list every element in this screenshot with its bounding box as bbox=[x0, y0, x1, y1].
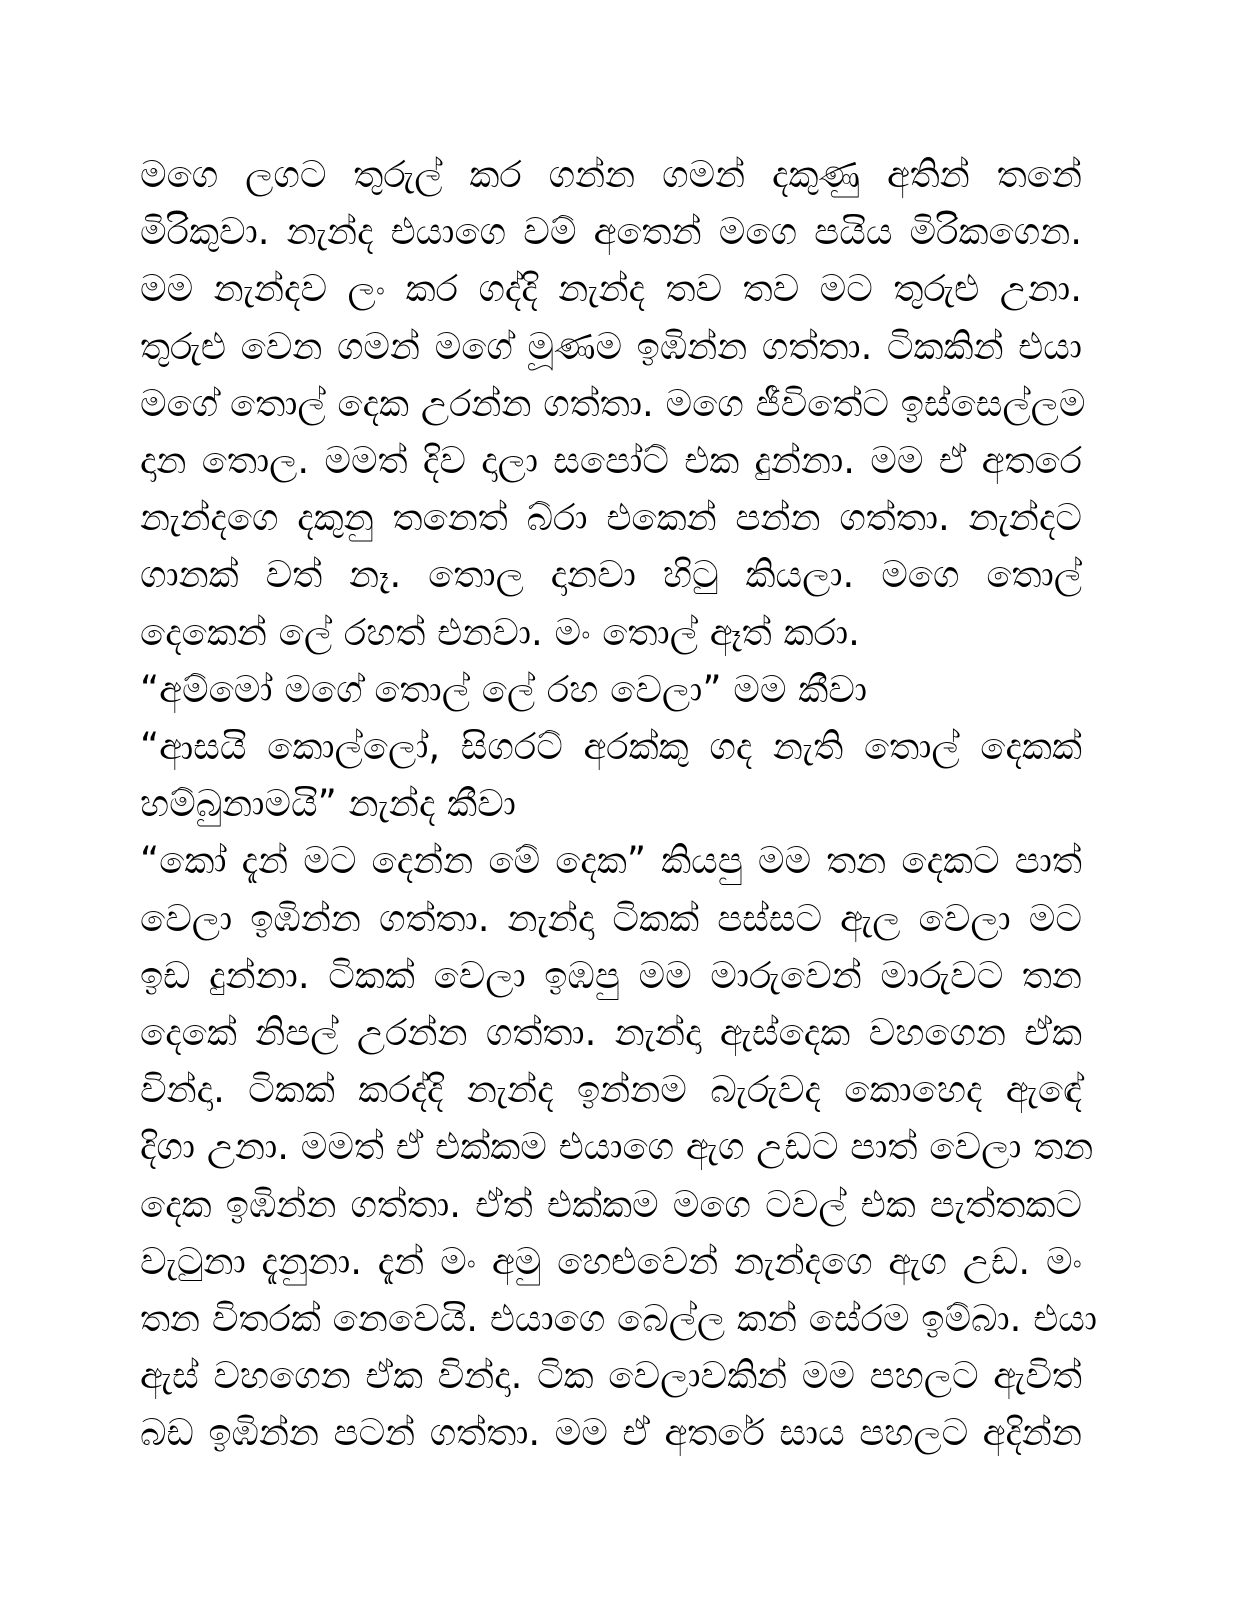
text-line: බඩ ඉඹින්න පටන් ගත්තා. මම ඒ අතරේ සාය පහලට අදින්න bbox=[140, 1411, 1082, 1455]
text-line: ගානක් වත් නෑ. තොල දානවා හිටු කියලා. මගෙ තොල් bbox=[140, 553, 1082, 597]
text-line: මිරිකුවා. නැන්ද එයාගෙ වම් අතෙන් මගෙ පයිය මිරිකගෙන. bbox=[140, 210, 1082, 254]
text-line: වින්දා. ටිකක් කරද්දි නැන්ද ඉන්නම බැරුවද කොහෙද ඇඳේ bbox=[140, 1068, 1082, 1112]
text-line: වැටුනා දැනුනා. දැන් මං අමු හෙළුවෙන් නැන්දගෙ ඇග උඩ. මං bbox=[140, 1239, 1082, 1283]
text-line: නැන්දගෙ දකුනු තනෙත් බ්රා එකෙන් පන්න ගත්තා. නැන්දට bbox=[140, 496, 1082, 540]
body-text bbox=[140, 146, 1098, 1462]
text-line: දිගා උනා. මමත් ඒ එක්කම එයාගෙ ඇග උඩට පාත් වෙලා තන bbox=[140, 1125, 1094, 1169]
text-line: තුරුළු වෙන ගමන් මගේ මූණම ඉඹින්න ගත්තා. ටිකකින් එයා bbox=[140, 324, 1082, 368]
paragraph-dialogue-2 bbox=[140, 718, 1082, 832]
paragraph-narration-1 bbox=[140, 146, 1086, 661]
paragraph-narration-2 bbox=[140, 832, 1098, 1461]
text-line: ඉඩ දුන්නා. ටිකක් වෙලා ඉඹපු මම මාරුවෙන් මාරුවට තන bbox=[140, 953, 1082, 997]
text-line: දාන තොල. මමත් දිව දාලා සපෝට් එක දුන්නා. මම ඒ අතරෙ bbox=[140, 439, 1082, 483]
text-line: “කෝ දැන් මට දෙන්න මේ දෙක” කියපු මම තන දෙකට පාත් bbox=[140, 839, 1083, 883]
text-line: දෙක ඉඹින්න ගත්තා. ඒත් එක්කම මගෙ ටවල් එක පැත්තකට bbox=[140, 1182, 1082, 1226]
text-line: මගෙ ලගට තුරුල් කර ගන්න ගමන් දකුණු අතින් තනේ bbox=[140, 153, 1082, 196]
text-line: මගේ තොල් දෙක උරන්න ගත්තා. මගෙ ජීවිතේට ඉස්සෙල්ලම bbox=[140, 381, 1086, 425]
text-line: “අම්මෝ මගේ තොල් ලේ රහ වෙලා” මම කීවා bbox=[140, 667, 868, 711]
text-line: දෙකේ නිපල් උරන්න ගත්තා. නැන්දා ඇස්දෙක වහගෙන ඒක bbox=[140, 1011, 1082, 1055]
text-line: මම නැන්දව ලං කර ගද්දි නැන්ද තව තව මට තුරුළු උනා. bbox=[140, 267, 1082, 311]
text-line: හම්බුනාමයි” නැන්ද කීවා bbox=[140, 782, 516, 826]
paragraph-dialogue-1 bbox=[140, 661, 1082, 718]
text-line: “ආසයි කොල්ලෝ, සිගරට් අරක්කු ගද නැති තොල් දෙකක් bbox=[140, 725, 1082, 769]
text-line: දෙකෙන් ලේ රහත් එනවා. මං තොල් ඈත් කරා. bbox=[140, 610, 860, 654]
text-line: වෙලා ඉඹින්න ගත්තා. නැන්දා ටිකක් පස්සට ඇල වෙලා මට bbox=[140, 896, 1082, 940]
text-line: ඇස් වහගෙන ඒක වින්දා. ටික වෙලාවකින් මම පහලට ඇවිත් bbox=[140, 1354, 1082, 1398]
text-line: තන විතරක් නෙවෙයි. එයාගෙ බෙල්ල කන් සේරම ඉම්බා. එයා bbox=[140, 1297, 1098, 1341]
